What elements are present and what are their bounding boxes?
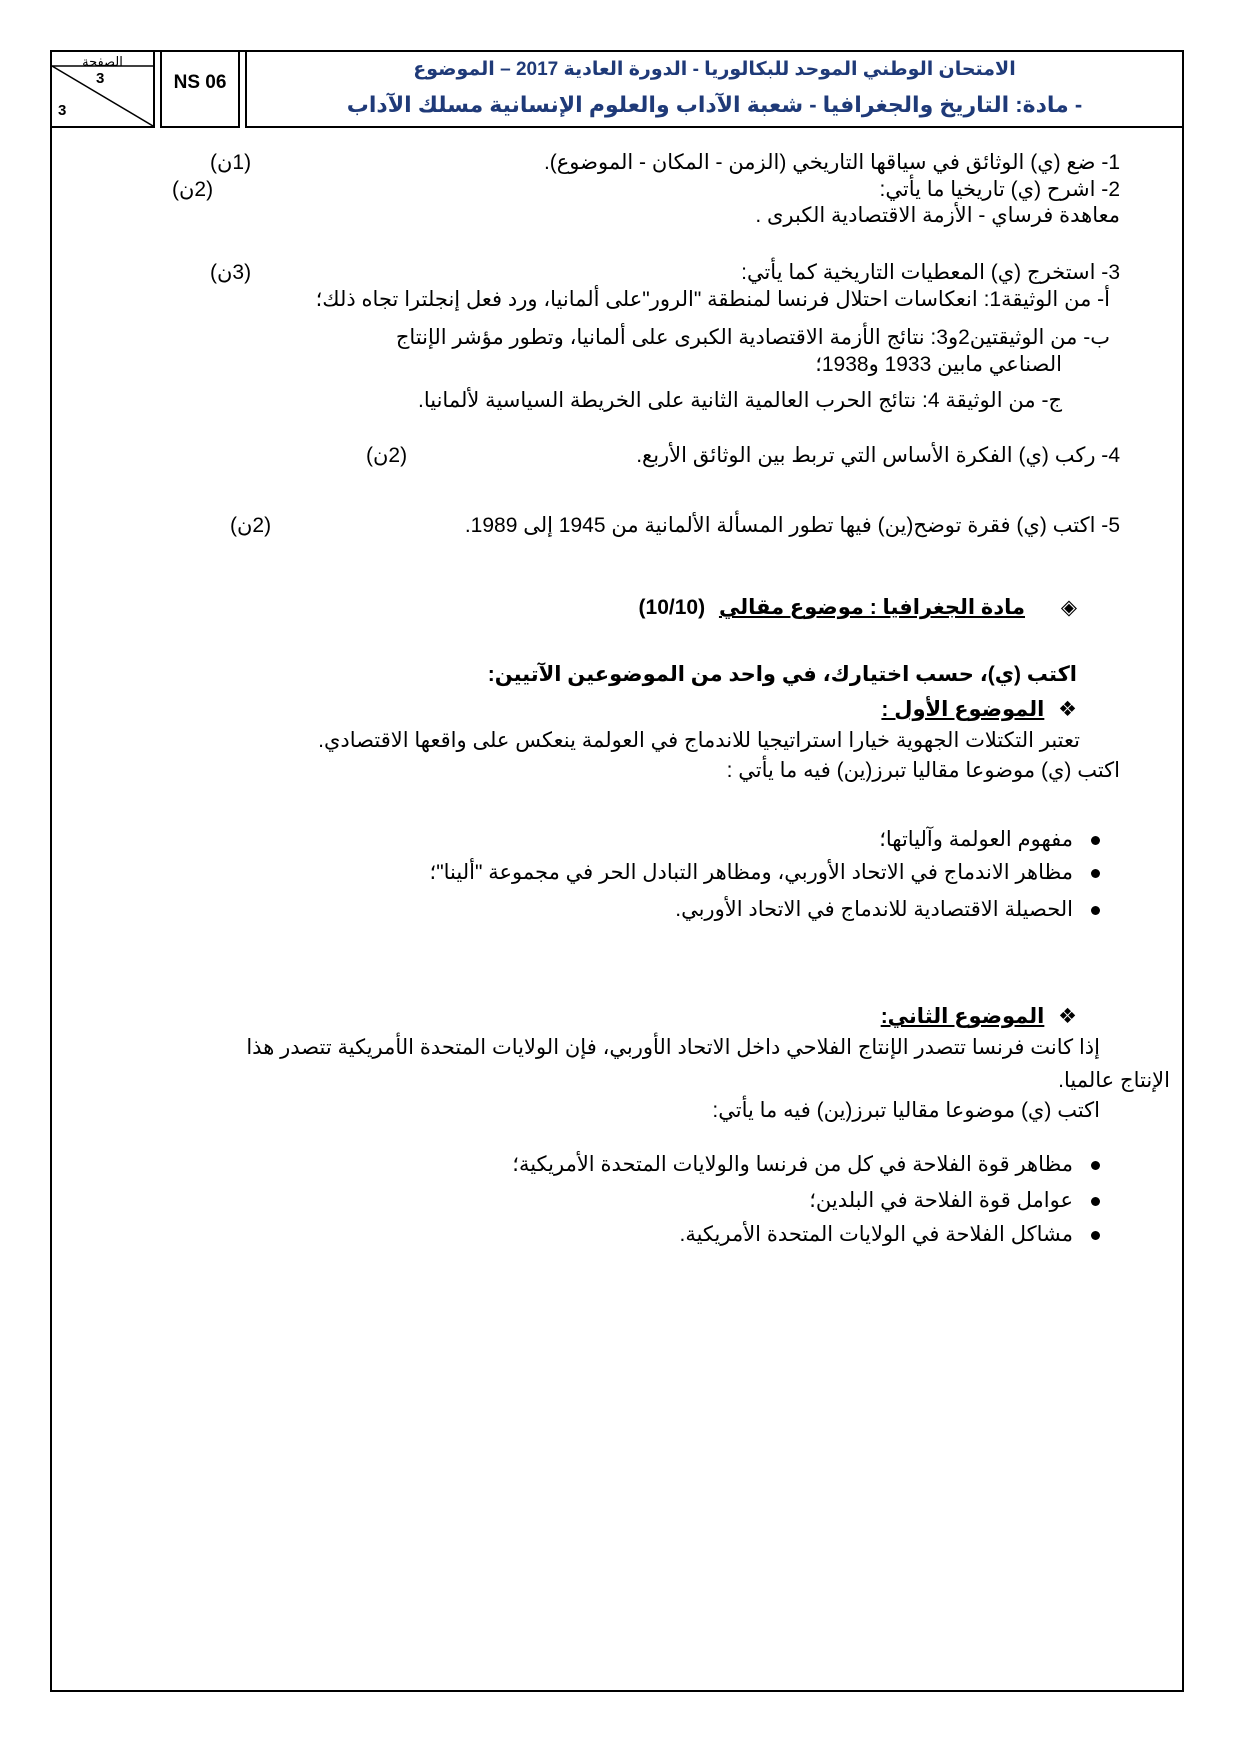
question-3-b-line1 — [160, 325, 1110, 351]
topic-2-point: عوامل قوة الفلاحة في البلدين؛ — [809, 1188, 1100, 1214]
question-1-points: (1ن) — [210, 151, 252, 174]
bullet-dot-icon — [1091, 869, 1100, 878]
question-3-b-line2: الصناعي مابين 1933 و1938؛ — [815, 353, 1062, 376]
question-2: 2- اشرح (ي) تاريخيا ما يأتي: — [879, 178, 1120, 201]
page-label: الصفحة — [82, 54, 123, 69]
topic-1-text: تعتبر التكتلات الجهوية خيارا استراتيجيا للاندماج في العولمة ينعكس على واقعها الاقتصادي. — [318, 729, 1080, 752]
bullet-dot-icon — [1091, 1161, 1100, 1170]
geography-heading: مادة الجغرافيا : موضوع مقالي — [718, 596, 1025, 619]
question-2-terms: معاهدة فرساي - الأزمة الاقتصادية الكبرى . — [755, 204, 1120, 227]
topic-2-point: مشاكل الفلاحة في الولايات المتحدة الأمريكية. — [679, 1222, 1100, 1248]
geography-instruction: اكتب (ي)، حسب اختيارك، في واحد من الموضوعين الآتيين: — [487, 663, 1077, 686]
diamond-icon: ◈ — [1060, 596, 1077, 619]
bullet-dot-icon — [1091, 836, 1100, 845]
question-4: 4- ركب (ي) الفكرة الأساس التي تربط بين الوثائق الأربع. — [636, 444, 1120, 467]
question-3-b-text: ب- من الوثيقتين2و3: نتائج الأزمة الاقتصادية الكبرى على ألمانيا، وتطور مؤشر الإنتاج — [395, 326, 1110, 349]
topic-2-marker-icon: ❖ — [1058, 1005, 1077, 1028]
topic-1-title: الموضوع الأول : — [881, 698, 1045, 721]
page-total: 3 — [58, 102, 67, 119]
exam-header — [50, 50, 1184, 130]
question-4-points: (2ن) — [366, 444, 408, 467]
topic-1-point: مظاهر الاندماج في الاتحاد الأوربي، ومظاهر التبادل الحر في مجموعة "ألينا"؛ — [430, 860, 1100, 886]
exam-title-box — [245, 50, 1184, 128]
geography-heading-row — [639, 595, 1077, 621]
question-3-c: ج- من الوثيقة 4: نتائج الحرب العالمية الثانية على الخريطة السياسية لألمانيا. — [418, 389, 1062, 412]
exam-code-box — [160, 50, 240, 128]
bullet-dot-icon — [1091, 1197, 1100, 1206]
page-current: 3 — [96, 70, 105, 87]
topic-2-title: الموضوع الثاني: — [880, 1005, 1045, 1028]
geography-score: (10/10) — [638, 596, 706, 619]
bullet-dot-icon — [1091, 1231, 1100, 1240]
topic-1-marker-icon: ❖ — [1058, 698, 1077, 721]
topic-1-point: الحصيلة الاقتصادية للاندماج في الاتحاد الأوربي. — [675, 897, 1100, 923]
topic-2-prompt: اكتب (ي) موضوعا مقاليا تبرز(ين) فيه ما يأتي: — [712, 1099, 1100, 1122]
topic-2-title-row — [881, 1004, 1077, 1030]
topic-1-prompt: اكتب (ي) موضوعا مقاليا تبرز(ين) فيه ما يأتي : — [726, 759, 1120, 782]
exam-title-line2: - مادة: التاريخ والجغرافيا - شعبة الآداب والعلوم الإنسانية مسلك الآداب — [346, 92, 1083, 117]
question-3-points: (3ن) — [210, 261, 252, 284]
exam-code: NS 06 — [173, 72, 227, 93]
question-3: 3- استخرج (ي) المعطيات التاريخية كما يأتي: — [741, 261, 1120, 284]
topic-2-point: مظاهر قوة الفلاحة في كل من فرنسا والولايات المتحدة الأمريكية؛ — [512, 1152, 1100, 1178]
topic-2-text-line1: إذا كانت فرنسا تتصدر الإنتاج الفلاحي داخل الاتحاد الأوربي، فإن الولايات المتحدة الأمريكية تتصدر هذا — [246, 1036, 1100, 1059]
question-5-points: (2ن) — [230, 514, 272, 537]
question-1: 1- ضع (ي) الوثائق في سياقها التاريخي (الزمن - المكان - الموضوع). — [543, 151, 1120, 174]
page-number-box — [50, 50, 155, 128]
bullet-dot-icon — [1091, 906, 1100, 915]
exam-title-line1: الامتحان الوطني الموحد للبكالوريا - الدورة العادية 2017 – الموضوع — [413, 59, 1016, 80]
topic-1-point: مفهوم العولمة وآلياتها؛ — [879, 827, 1100, 853]
question-2-points: (2ن) — [172, 178, 214, 201]
question-5: 5- اكتب (ي) فقرة توضح(ين) فيها تطور المسألة الألمانية من 1945 إلى 1989. — [464, 514, 1120, 537]
question-3-a: أ- من الوثيقة1: انعكاسات احتلال فرنسا لمنطقة "الرور"على ألمانيا، ورد فعل إنجلترا تجاه ذلك؛ — [315, 288, 1110, 311]
topic-1-title-row — [881, 697, 1077, 723]
topic-2-text-line2: الإنتاج عالميا. — [1058, 1069, 1170, 1092]
